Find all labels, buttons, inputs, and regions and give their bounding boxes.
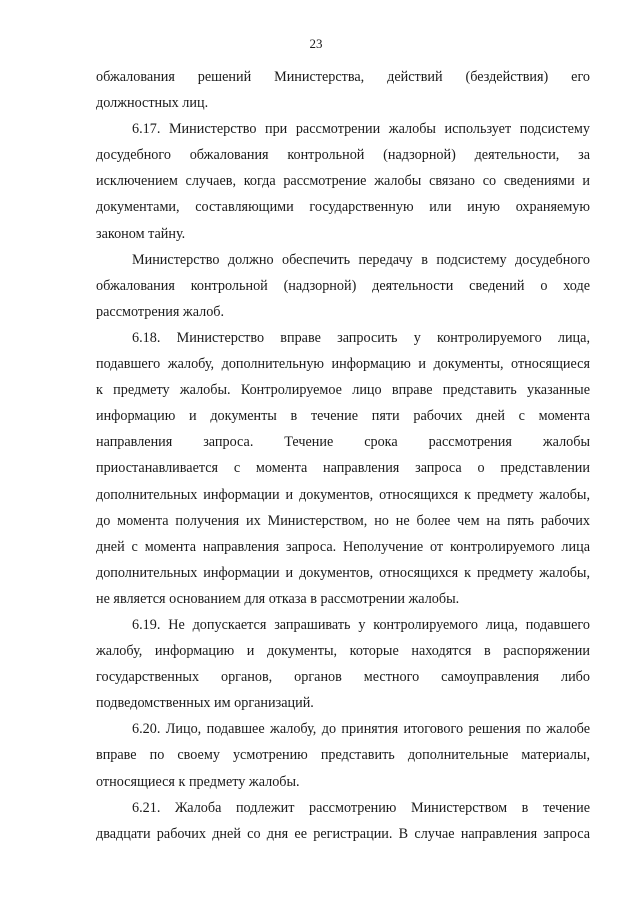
text-line: дополнительных информации и документов, относящихся к предмету жалобы, — [96, 486, 590, 503]
text-line: 6.19. Не допускается запрашивать у контролируемого лица, подавшего — [132, 616, 590, 633]
text-line: подавшего жалобу, дополнительную информацию и документы, относящиеся — [96, 356, 590, 373]
text-line: дополнительных информации и документов, относящихся к предмету жалобы, — [96, 564, 590, 581]
text-line: информацию и документы в течение пяти рабочих дней с момента — [96, 408, 590, 425]
paragraph-6-19 — [96, 612, 590, 716]
text-line: направления запроса. Течение срока рассмотрения жалобы — [96, 434, 590, 451]
paragraph-6-21 — [96, 795, 590, 847]
paragraph-6-18 — [96, 325, 590, 612]
page-number: 23 — [309, 36, 323, 51]
text-line: обжалования решений Министерства, действий (бездействия) его — [96, 69, 590, 85]
paragraph-6-17 — [96, 116, 590, 246]
text-line: Министерство должно обеспечить передачу в подсистему досудебного — [132, 251, 590, 268]
text-line: 6.18. Министерство вправе запросить у контролируемого лица, — [132, 329, 590, 346]
text-line: обжалования контрольной (надзорной) деятельности сведений о ходе — [96, 277, 590, 294]
text-line: 6.21. Жалоба подлежит рассмотрению Министерством в течение — [132, 799, 590, 816]
text-line: 6.17. Министерство при рассмотрении жалобы использует подсистему — [132, 121, 590, 138]
text-line: относящиеся к предмету жалобы. — [96, 773, 300, 790]
text-line: не является основанием для отказа в рассмотрении жалобы. — [96, 590, 460, 607]
text-line: рассмотрения жалоб. — [96, 303, 225, 320]
text-line: подведомственных им организаций. — [96, 695, 314, 712]
text-line: документами, составляющими государственную или иную охраняемую — [96, 199, 590, 216]
text-line: приостанавливается с момента направления запроса о представлении — [96, 460, 590, 477]
text-line: должностных лиц. — [96, 95, 209, 112]
text-line: государственных органов, органов местного самоуправления либо — [96, 669, 590, 686]
text-line: исключением случаев, когда рассмотрение жалобы связано со сведениями и — [96, 173, 590, 190]
text-line: двадцати рабочих дней со дня ее регистрации. В случае направления запроса — [96, 825, 590, 842]
text-line: вправе по своему усмотрению представить дополнительные материалы, — [96, 747, 590, 764]
document-body — [96, 64, 590, 847]
text-line: 6.20. Лицо, подавшее жалобу, до принятия итогового решения по жалобе — [132, 721, 590, 738]
text-line: жалобу, информацию и документы, которые находятся в распоряжении — [96, 643, 590, 660]
text-line: законом тайну. — [96, 225, 186, 242]
paragraph-6-20 — [96, 716, 590, 794]
text-line: до момента получения их Министерством, но не более чем на пять рабочих — [96, 512, 590, 529]
text-line: к предмету жалобы. Контролируемое лицо вправе представить указанные — [96, 382, 590, 399]
text-line: досудебного обжалования контрольной (надзорной) деятельности, за — [96, 147, 590, 164]
text-line: дней с момента направления запроса. Неполучение от контролируемого лица — [96, 538, 590, 555]
paragraph-ministry-obligation — [96, 247, 590, 325]
paragraph-continuation — [96, 64, 590, 116]
